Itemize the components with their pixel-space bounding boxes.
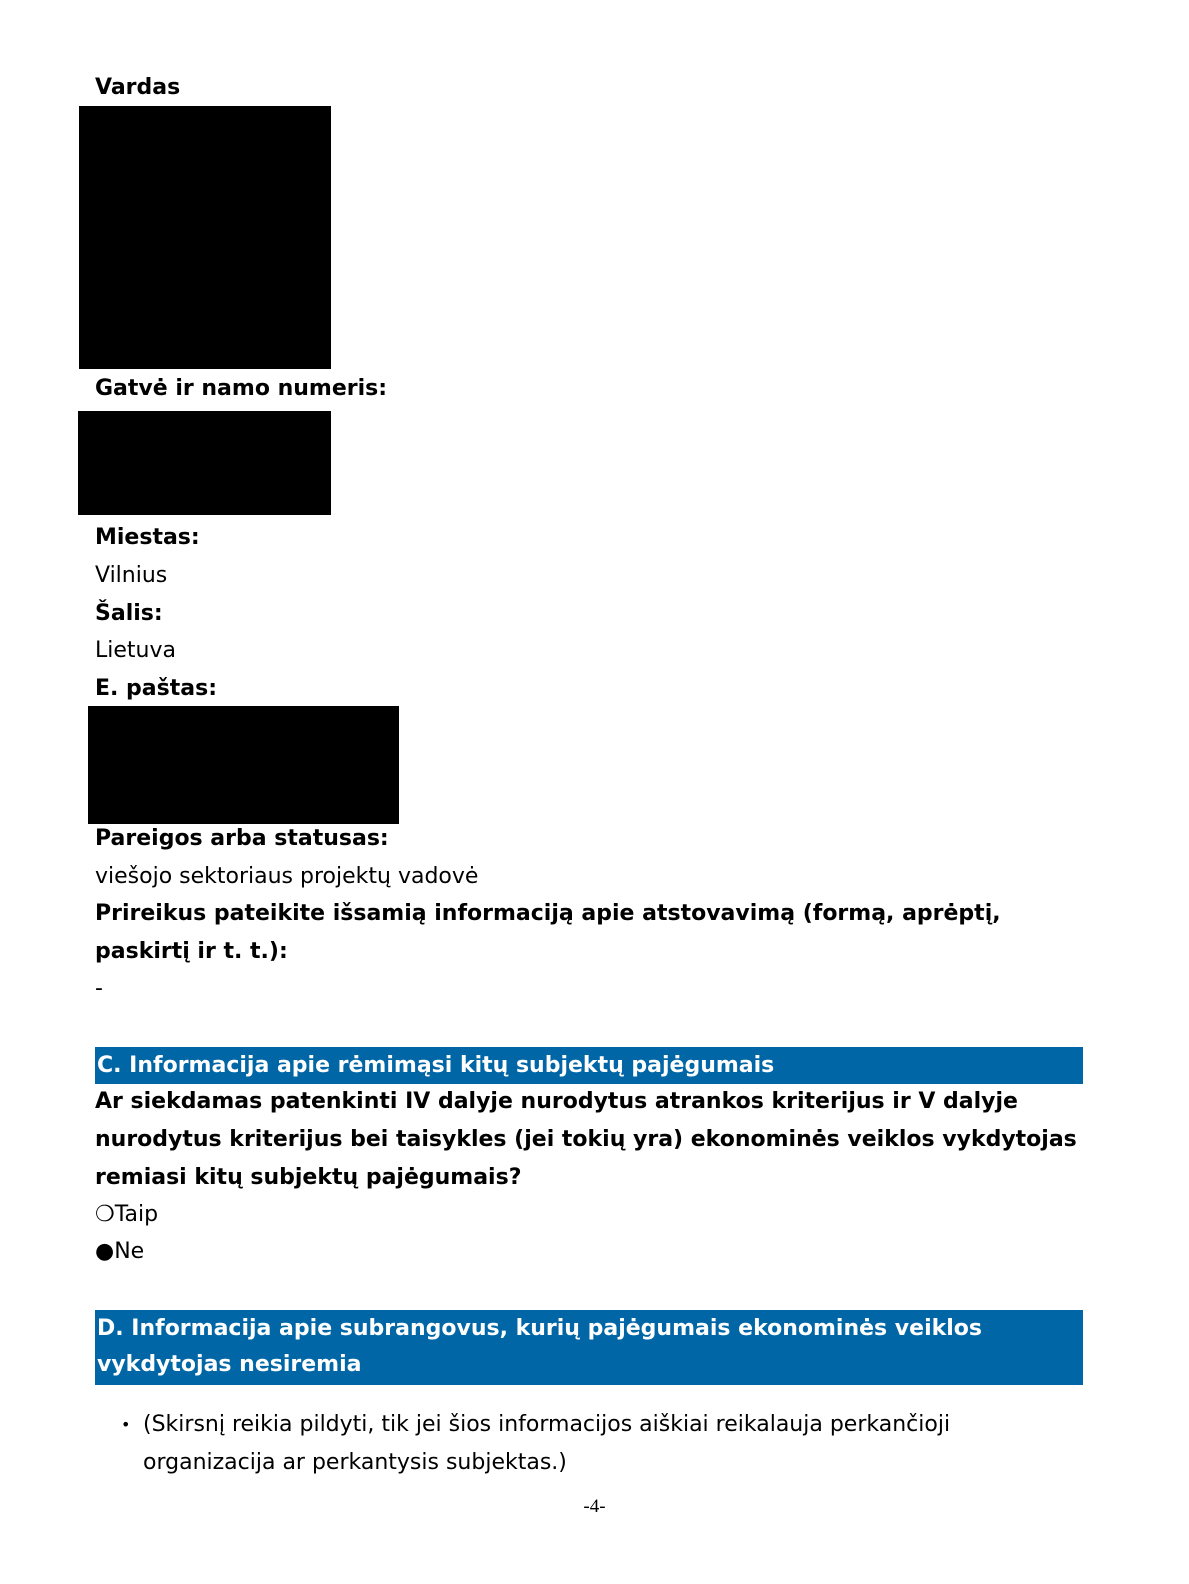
country-label: Šalis: <box>95 601 163 626</box>
option-ne-label: Ne <box>114 1239 145 1264</box>
section-c-question: Ar siekdamas patenkinti IV dalyje nurodytus atrankos kriterijus ir V dalyje nurodytus kriterijus bei taisykles (jei tokių yra) ekonominės veiklos vykdytojas remiasi kitų subjektų pajėgumais? <box>95 1089 1077 1190</box>
bullet-icon: • <box>121 1415 131 1434</box>
position-label: Pareigos arba statusas: <box>95 826 389 851</box>
country-value: Lietuva <box>95 638 176 663</box>
redacted-name-block <box>79 106 331 369</box>
option-taip <box>95 1196 158 1234</box>
city-label: Miestas: <box>95 525 200 550</box>
redacted-email-block <box>88 706 399 824</box>
page-number: -4- <box>583 1496 606 1517</box>
name-label: Vardas <box>95 75 181 100</box>
representation-label: Prireikus pateikite išsamią informaciją apie atstovavimą (formą, aprėptį, paskirtį ir t. t.): <box>95 901 1001 964</box>
redacted-street-block <box>78 411 331 515</box>
city-value: Vilnius <box>95 563 168 588</box>
section-d-notes <box>95 1406 1055 1482</box>
radio-empty-icon: ❍ <box>95 1202 115 1227</box>
section-d-note: (Skirsnį reikia pildyti, tik jei šios informacijos aiškiai reikalauja perkančioji organizacija ar perkantysis subjektas.) <box>143 1412 951 1475</box>
representation-value: - <box>95 976 103 1001</box>
position-value: viešojo sektoriaus projektų vadovė <box>95 864 479 889</box>
list-item <box>95 1406 1055 1482</box>
section-d-header: D. Informacija apie subrangovus, kurių pajėgumais ekonominės veiklos vykdytojas nesiremia <box>95 1310 1083 1385</box>
option-ne <box>95 1233 144 1271</box>
section-c-header: C. Informacija apie rėmimąsi kitų subjektų pajėgumais <box>95 1047 1083 1084</box>
street-label: Gatvė ir namo numeris: <box>95 376 388 401</box>
email-label: E. paštas: <box>95 676 217 701</box>
option-taip-label: Taip <box>114 1202 159 1227</box>
radio-filled-icon: ● <box>95 1239 115 1264</box>
